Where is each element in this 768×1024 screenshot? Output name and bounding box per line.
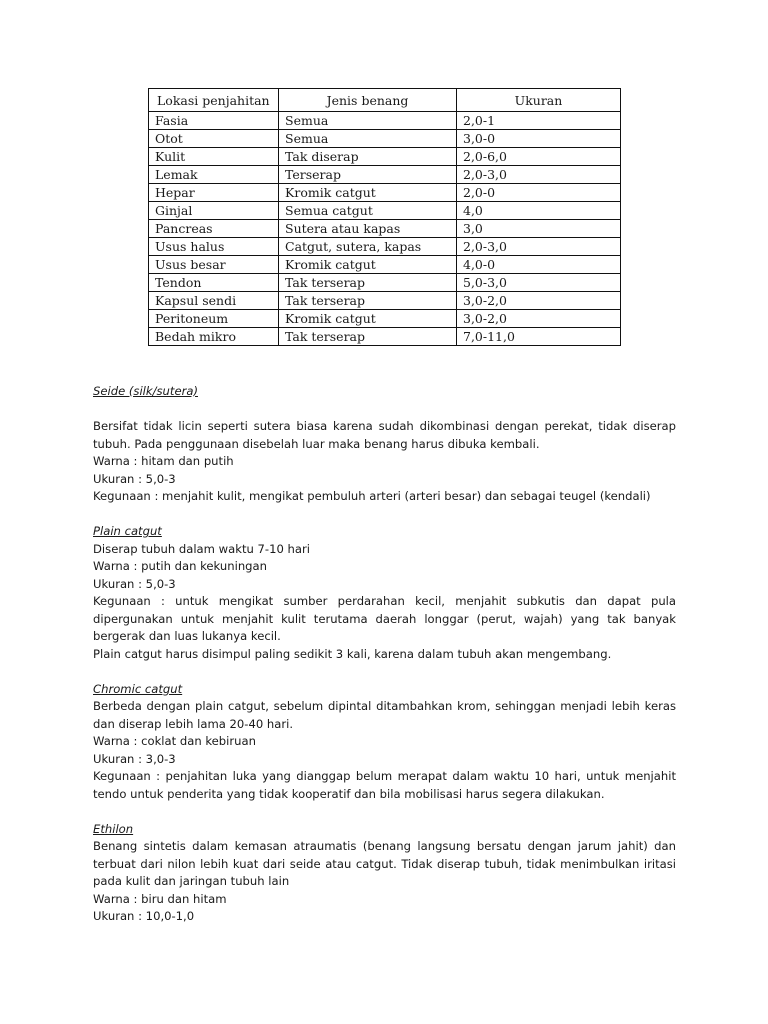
cell-size: 5,0-3,0 (457, 274, 621, 292)
section-color: Warna : hitam dan putih (93, 454, 234, 468)
table-row (149, 166, 621, 184)
cell-thread-type: Tak terserap (279, 274, 457, 292)
cell-location: Bedah mikro (149, 328, 279, 346)
table-row (149, 274, 621, 292)
table-row (149, 184, 621, 202)
table-row (149, 310, 621, 328)
cell-thread-type: Tak diserap (279, 148, 457, 166)
section-description: Benang sintetis dalam kemasan atraumatis (benang langsung bersatu dengan jarum jahit) dan terbuat dari nilon lebih kuat dari seide atau catgut. Tidak diserap tubuh, tidak menimbulkan iritasi pada kulit dan jaringan tubuh lain (93, 839, 676, 888)
section-usage: Kegunaan : menjahit kulit, mengikat pembuluh arteri (arteri besar) dan sebagai teugel (kendali) (93, 489, 651, 503)
cell-size: 2,0-3,0 (457, 238, 621, 256)
cell-size: 2,0-6,0 (457, 148, 621, 166)
section-seide (93, 383, 676, 506)
table-row (149, 292, 621, 310)
section-usage: Kegunaan : penjahitan luka yang dianggap belum merapat dalam waktu 10 hari, untuk menjahit tendo untuk penderita yang tidak kooperatif dan bila mobilisasi harus segera dilakukan. (93, 769, 676, 801)
cell-size: 3,0 (457, 220, 621, 238)
cell-location: Pancreas (149, 220, 279, 238)
cell-location: Ginjal (149, 202, 279, 220)
section-title: Ethilon (93, 821, 134, 836)
cell-size: 7,0-11,0 (457, 328, 621, 346)
cell-location: Peritoneum (149, 310, 279, 328)
section-plain-catgut (93, 523, 676, 663)
section-size: Ukuran : 5,0-3 (93, 471, 176, 486)
cell-size: 2,0-3,0 (457, 166, 621, 184)
section-description: Bersifat tidak licin seperti sutera biasa karena sudah dikombinasi dengan perekat, tidak diserap tubuh. Pada penggunaan disebelah luar maka benang harus dibuka kembali. (93, 419, 676, 451)
cell-thread-type: Kromik catgut (279, 310, 457, 328)
document-body (93, 383, 676, 943)
cell-thread-type: Semua (279, 130, 457, 148)
cell-location: Usus halus (149, 238, 279, 256)
section-size: Ukuran : 10,0-1,0 (93, 909, 195, 923)
section-size: Ukuran : 5,0-3 (93, 576, 176, 591)
cell-size: 4,0 (457, 202, 621, 220)
cell-size: 3,0-2,0 (457, 310, 621, 328)
cell-thread-type: Tak terserap (279, 292, 457, 310)
cell-location: Usus besar (149, 256, 279, 274)
cell-thread-type: Tak terserap (279, 328, 457, 346)
cell-location: Fasia (149, 112, 279, 130)
section-color: Warna : biru dan hitam (93, 891, 227, 906)
header-size: Ukuran (457, 89, 621, 112)
section-description: Diserap tubuh dalam waktu 7-10 hari (93, 541, 310, 556)
cell-location: Kulit (149, 148, 279, 166)
section-ethilon (93, 821, 676, 926)
cell-location: Hepar (149, 184, 279, 202)
cell-size: 2,0-1 (457, 112, 621, 130)
table-row (149, 148, 621, 166)
header-location: Lokasi penjahitan (149, 89, 279, 112)
cell-thread-type: Terserap (279, 166, 457, 184)
section-chromic-catgut (93, 681, 676, 804)
cell-thread-type: Semua (279, 112, 457, 130)
cell-thread-type: Semua catgut (279, 202, 457, 220)
cell-thread-type: Kromik catgut (279, 256, 457, 274)
section-usage: Kegunaan : untuk mengikat sumber perdarahan kecil, menjahit subkutis dan dapat pula dipergunakan untuk menjahit kulit terutama daerah longgar (perut, wajah) yang tak banyak bergerak dan luas lukanya kecil. (93, 594, 676, 643)
table-body (149, 112, 621, 346)
table-row (149, 238, 621, 256)
section-title: Seide (silk/sutera) (93, 384, 198, 398)
cell-location: Kapsul sendi (149, 292, 279, 310)
section-color: Warna : putih dan kekuningan (93, 559, 267, 573)
cell-thread-type: Sutera atau kapas (279, 220, 457, 238)
table-row (149, 256, 621, 274)
header-thread-type: Jenis benang (279, 89, 457, 112)
section-note: Plain catgut harus disimpul paling sedikit 3 kali, karena dalam tubuh akan mengembang. (93, 646, 612, 661)
cell-size: 3,0-0 (457, 130, 621, 148)
section-description: Berbeda dengan plain catgut, sebelum dipintal ditambahkan krom, sehinggan menjadi lebih keras dan diserap lebih lama 20-40 hari. (93, 699, 676, 731)
cell-size: 4,0-0 (457, 256, 621, 274)
table-row (149, 112, 621, 130)
section-title: Chromic catgut (93, 681, 183, 696)
cell-thread-type: Catgut, sutera, kapas (279, 238, 457, 256)
suture-table (148, 88, 621, 346)
cell-location: Tendon (149, 274, 279, 292)
section-size: Ukuran : 3,0-3 (93, 751, 176, 766)
table-row (149, 202, 621, 220)
cell-size: 2,0-0 (457, 184, 621, 202)
section-title: Plain catgut (93, 524, 162, 538)
section-color: Warna : coklat dan kebiruan (93, 734, 256, 748)
cell-location: Lemak (149, 166, 279, 184)
cell-thread-type: Kromik catgut (279, 184, 457, 202)
table-row (149, 130, 621, 148)
cell-size: 3,0-2,0 (457, 292, 621, 310)
table-row (149, 328, 621, 346)
cell-location: Otot (149, 130, 279, 148)
table-row (149, 220, 621, 238)
table-header-row (149, 89, 621, 112)
